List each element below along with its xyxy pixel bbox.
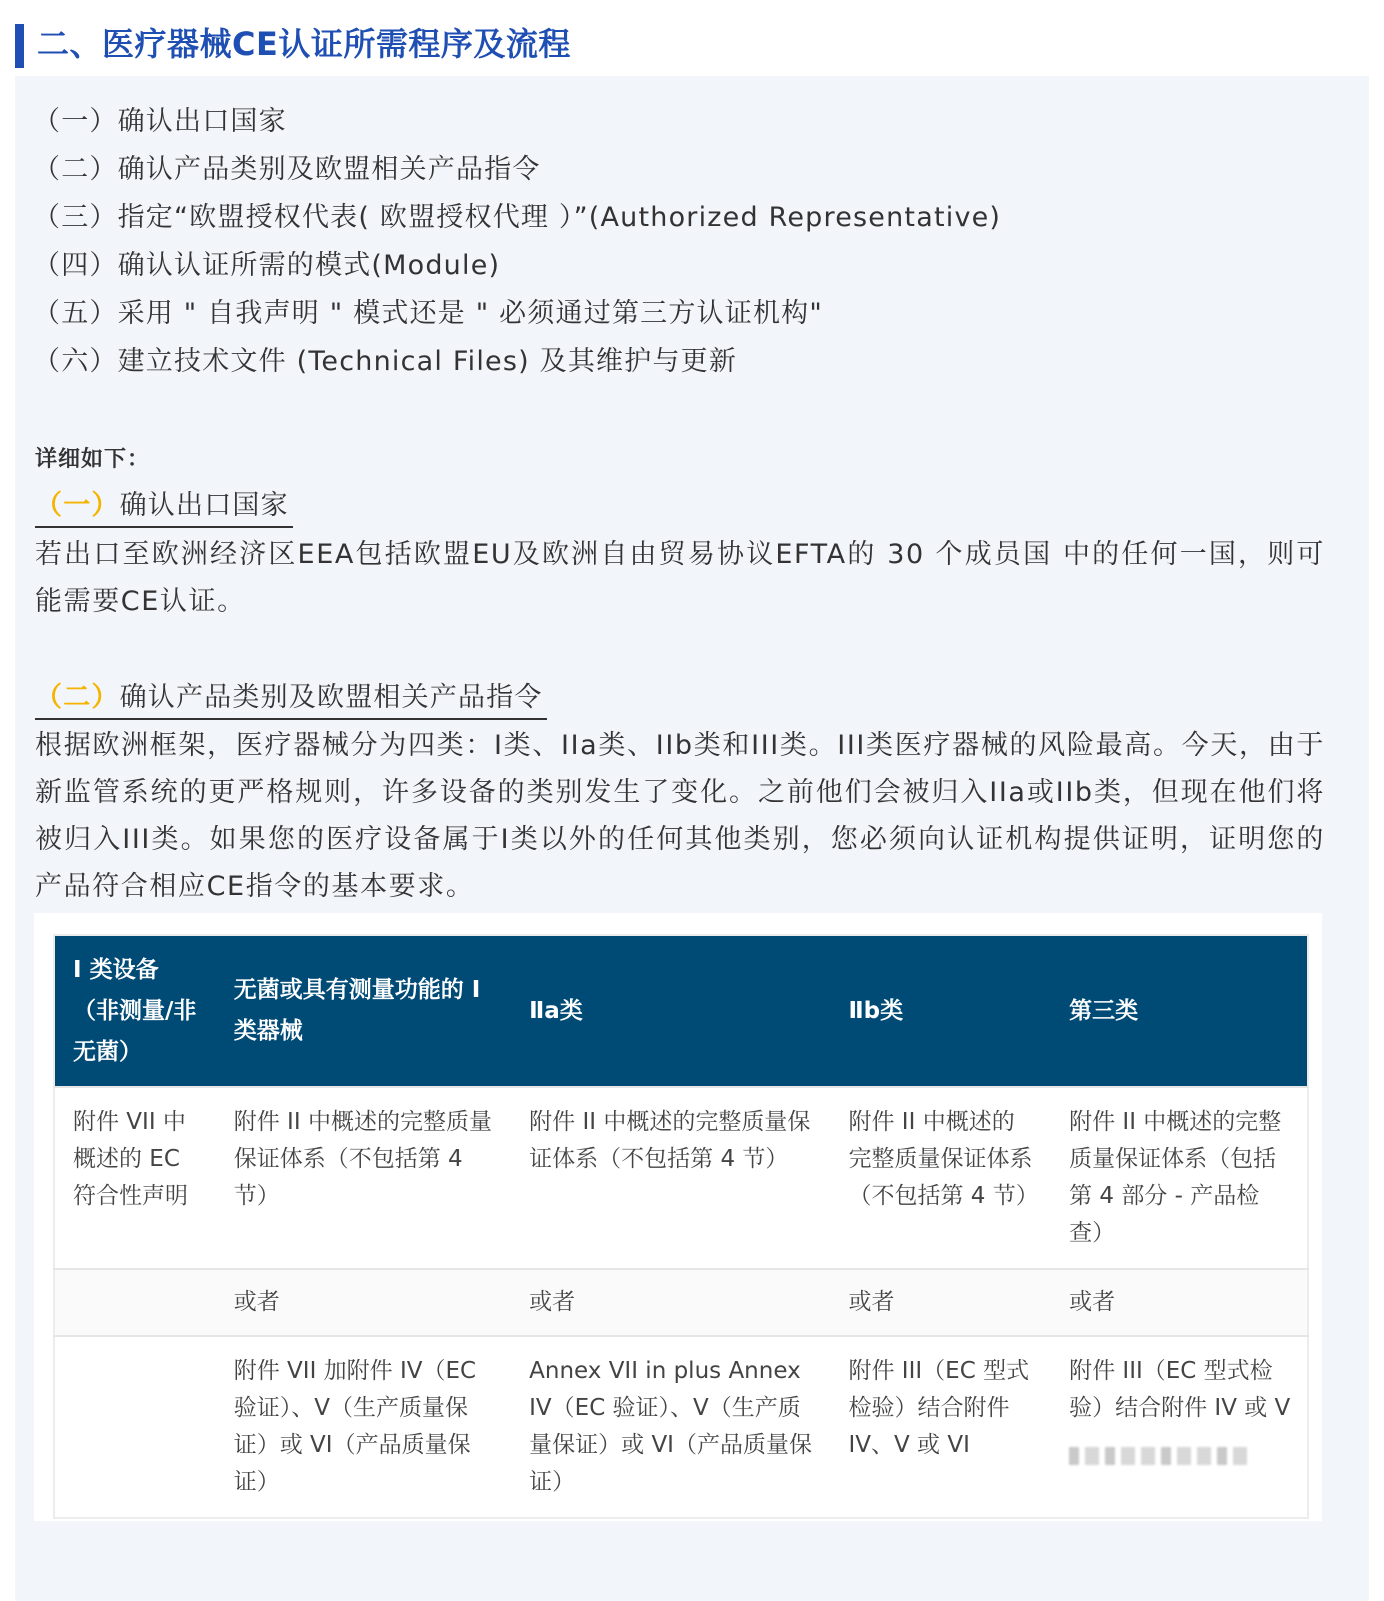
title-accent-bar (15, 24, 24, 68)
header-class-i-sterile: 无菌或具有测量功能的 I 类器械 (216, 935, 511, 1087)
toc-item: （五）采用 " 自我声明 " 模式还是 " 必须通过第三方认证机构" (33, 298, 823, 329)
toc-item: （一）确认出口国家 (33, 106, 287, 137)
table-cell-text: 附件 III（EC 型式检验）结合附件 IV 或 V (1069, 1358, 1291, 1421)
header-class-iib: Ⅱb类 (831, 935, 1052, 1087)
table-cell: 或者 (1051, 1269, 1308, 1336)
table-cell: 或者 (216, 1269, 511, 1336)
table-row (54, 1269, 1308, 1336)
table-cell-with-watermark (1051, 1336, 1308, 1518)
section-1-heading (35, 486, 293, 528)
table-cell: 附件 II 中概述的完整质量保证体系（不包括第 4 节） (831, 1087, 1052, 1269)
section-2-title: 确认产品类别及欧盟相关产品指令 (119, 682, 543, 713)
section-1-title: 确认出口国家 (119, 490, 289, 521)
table-cell: 附件 II 中概述的完整质量保证体系（不包括第 4 节） (511, 1087, 830, 1269)
table-cell (54, 1269, 216, 1336)
toc-item: （二）确认产品类别及欧盟相关产品指令 (33, 154, 541, 185)
classification-table (53, 934, 1309, 1519)
toc-item: （四）确认认证所需的模式(Module) (33, 250, 501, 281)
table-cell (54, 1336, 216, 1518)
section-2-number: （二） (35, 682, 120, 713)
table-cell: 附件 III（EC 型式检验）结合附件 IV、V 或 VI (831, 1336, 1052, 1518)
table-cell: 附件 VII 中概述的 EC 符合性声明 (54, 1087, 216, 1269)
table-cell: 附件 II 中概述的完整质量保证体系（包括第 4 部分 - 产品检查） (1051, 1087, 1308, 1269)
header-class-iia: Ⅱa类 (511, 935, 830, 1087)
table-header-row (54, 935, 1308, 1087)
section-header (15, 14, 1345, 68)
toc-list (33, 100, 1001, 388)
section-1-body: 若出口至欧洲经济区EEA包括欧盟EU及欧洲自由贸易协议EFTA的 30 个成员国 中的任何一国，则可能需要CE认证。 (35, 539, 1325, 617)
table-cell: 附件 VII 加附件 IV（EC 验证）、V（生产质量保证）或 VI（产品质量保证） (216, 1336, 511, 1518)
table-row (54, 1087, 1308, 1269)
blurred-watermark (1069, 1437, 1293, 1474)
page-title: 二、医疗器械CE认证所需程序及流程 (37, 25, 571, 63)
section-1-number: （一） (35, 490, 120, 521)
section-2-body: 根据欧洲框架，医疗器械分为四类：I类、IIa类、IIb类和III类。III类医疗器械的风险最高。今天，由于新监管系统的更严格规则，许多设备的类别发生了变化。之前他们会被归入IIa或IIb类，但现在他们将被归入III类。如果您的医疗设备属于I类以外的任何其他类别，您必须向认证机构提供证明，证明您的产品符合相应CE指令的基本要求。 (35, 730, 1325, 902)
header-class-iii: 第三类 (1051, 935, 1308, 1087)
detail-label: 详细如下： (35, 447, 151, 472)
table-cell: 或者 (511, 1269, 830, 1336)
classification-table-card (34, 913, 1322, 1521)
table-cell: 或者 (831, 1269, 1052, 1336)
header-class-i: I 类设备（非测量/非无菌） (54, 935, 216, 1087)
table-cell: 附件 II 中概述的完整质量保证体系（不包括第 4 节） (216, 1087, 511, 1269)
toc-item: （六）建立技术文件 (Technical Files) 及其维护与更新 (33, 346, 738, 377)
table-cell: Annex VII in plus Annex IV（EC 验证）、V（生产质量保证）或 VI（产品质量保证） (511, 1336, 830, 1518)
table-row (54, 1336, 1308, 1518)
toc-item: （三）指定“欧盟授权代表( 欧盟授权代理 ）”(Authorized Representative) (33, 202, 1002, 233)
section-2-heading (35, 678, 547, 720)
